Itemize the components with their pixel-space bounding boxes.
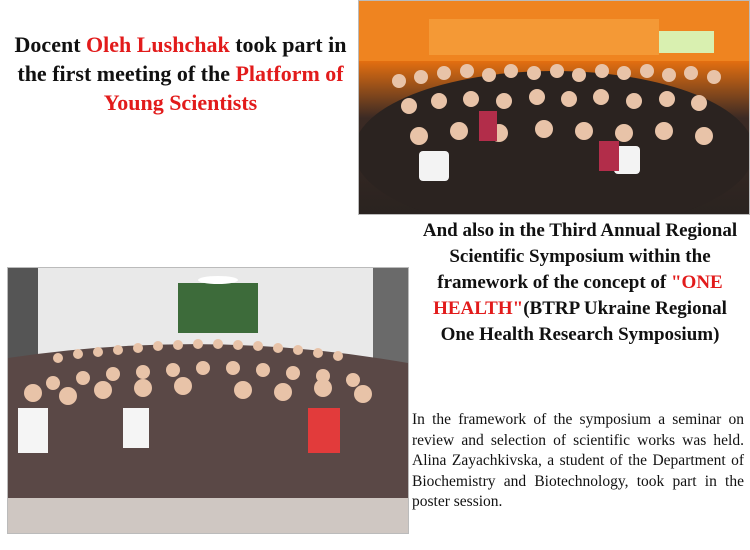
heading-1-text-mid: took part in the first meeting of the	[17, 32, 347, 86]
symposium-group-photo	[7, 267, 409, 534]
person-name: Oleh Lushchak	[86, 32, 230, 57]
symposium-photo-illustration	[8, 268, 408, 533]
symposium-description: In the framework of the symposium a seminar on review and selection of scientific works was held. Alina Zayachkivska, a student of the Department of Biochemistry and Biotechnology, took part in the poster session.	[412, 411, 744, 510]
heading-1-text: Docent	[14, 32, 87, 57]
platform-young-scientists-group-photo	[358, 0, 750, 215]
heading-2-text: And also in the Third Annual Regional Scientific Symposium within the framework of the concept of	[422, 220, 738, 293]
platform-name: Platform of Young Scientists	[103, 61, 344, 115]
symposium-heading	[415, 218, 745, 348]
heading-2-text-end: (BTRP Ukraine Regional One Health Research Symposium)	[440, 298, 727, 345]
group-photo-illustration	[359, 1, 749, 214]
first-meeting-heading	[8, 30, 353, 117]
one-health-label: "ONE HEALTH"	[433, 272, 723, 319]
